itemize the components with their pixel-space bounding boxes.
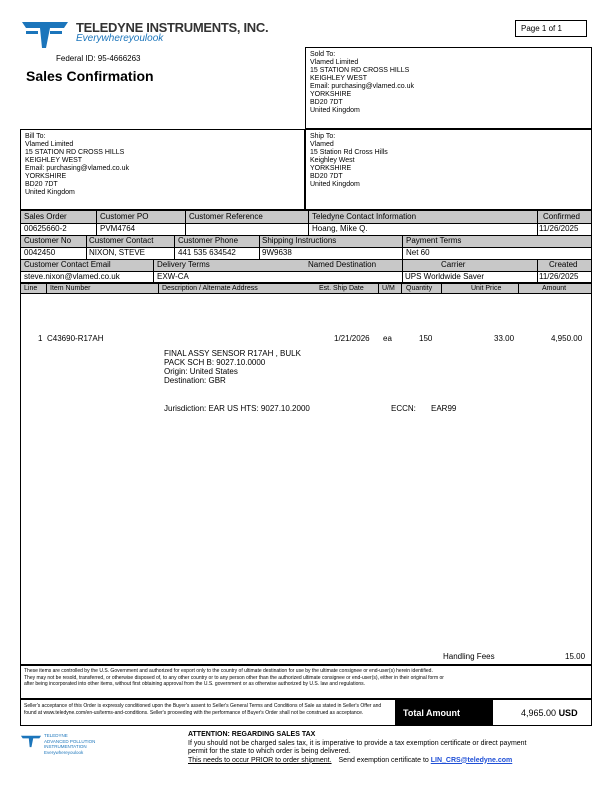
val-customer-po: PVM4764 (100, 224, 136, 233)
col-amount: Amount (542, 285, 567, 292)
item-desc-2: PACK SCH B: 9027.10.0000 (164, 358, 266, 367)
hdr-customer-phone: Customer Phone (178, 236, 239, 245)
val-customer-phone: 441 535 634542 (178, 248, 236, 257)
hdr-payment: Payment Terms (406, 236, 462, 245)
hdr-customer-no: Customer No (24, 236, 72, 245)
acceptance-box (20, 699, 592, 726)
total-amount: 4,965.00 (521, 708, 557, 718)
val-created: 11/26/2025 (539, 272, 579, 281)
ship-to-address: Vlamed 15 Station Rd Cross Hills Keighley West YORKSHIRE BD20 7DT United Kingdom (310, 141, 388, 188)
export-notice: These items are controlled by the U.S. Government and authorized for export only to the country of ultimate destination for use by the ultimate consignee or end-user(s) herein identified. They may not be resold, transferred, or otherwise disposed of, to any other country or to any person other than the authorized ultimate consignee or end-user(s), either in their original form or after being incorporated into other items, without first obtaining approval from the U.S. government or as otherwise authorized by U.S. law and regulations. (24, 668, 444, 687)
tax-line-2: permit for the state to which order is being delivered. (188, 748, 351, 755)
val-shipping: 9W9638 (262, 248, 292, 257)
item-ship-date: 1/21/2026 (334, 334, 370, 343)
val-customer-no: 0042450 (24, 248, 56, 257)
hdr-contact: Teledyne Contact Information (312, 212, 417, 221)
footer-logo (20, 732, 120, 772)
col-um: U/M (382, 285, 395, 292)
item-number: C43690-R17AH (47, 334, 104, 343)
val-carrier: UPS Worldwide Saver (405, 272, 484, 281)
sold-to-box (305, 47, 592, 129)
val-confirmed: 11/26/2025 (539, 224, 579, 233)
hdr-shipping: Shipping Instructions (262, 236, 337, 245)
val-email: steve.nixon@vlamed.co.uk (24, 272, 120, 281)
federal-id: Federal ID: 95-4666263 (56, 54, 141, 63)
total-label: Total Amount (403, 708, 460, 718)
ship-to-label: Ship To: (310, 133, 336, 140)
tax-email-link[interactable]: LIN_CRS@teledyne.com (430, 756, 513, 764)
company-name: TELEDYNE INSTRUMENTS, INC. (76, 20, 269, 35)
hdr-email: Customer Contact Email (24, 260, 111, 269)
handling-fees-label: Handling Fees (443, 652, 495, 661)
hdr-customer-ref: Customer Reference (189, 212, 263, 221)
total-value (521, 708, 578, 718)
sold-to-address: Vlamed Limited 15 STATION RD CROSS HILLS KEIGHLEY WEST Email: purchasing@vlamed.co.uk YORKSHIRE BD20 7DT United Kingdom (310, 59, 414, 114)
item-um: ea (383, 334, 392, 343)
hdr-created: Created (549, 260, 578, 269)
item-eccn-value: EAR99 (431, 404, 457, 413)
page-label: Page 1 of 1 (521, 24, 562, 33)
doc-title: Sales Confirmation (26, 68, 154, 84)
item-desc-4: Destination: GBR (164, 376, 226, 385)
teledyne-api-logo-icon (20, 734, 42, 748)
company-logo (20, 18, 70, 50)
col-ship-date: Est. Ship Date (319, 285, 364, 292)
item-eccn-label: ECCN: (391, 404, 416, 413)
item-desc-3: Origin: United States (164, 367, 238, 376)
item-qty: 150 (419, 334, 433, 343)
item-amount: 4,950.00 (551, 334, 583, 343)
val-payment: Net 60 (406, 248, 430, 257)
col-qty: Quantity (406, 285, 433, 292)
item-desc-1: FINAL ASSY SENSOR R17AH , BULK (164, 349, 301, 358)
ship-to-box (305, 129, 592, 210)
val-customer-contact: NIXON, STEVE (89, 248, 146, 257)
company-tagline: Everywhereyoulook (76, 33, 164, 44)
line-items-area (20, 283, 592, 665)
val-sales-order: 00625660-2 (24, 224, 67, 233)
sold-to-label: Sold To: (310, 51, 336, 58)
bill-to-address: Vlamed Limited 15 STATION RD CROSS HILLS KEIGHLEY WEST Email: purchasing@vlamed.co.uk YORKSHIRE BD20 7DT United Kingdom (25, 141, 129, 196)
teledyne-logo-icon (20, 18, 70, 50)
tax-line-3 (188, 757, 588, 766)
val-contact: Hoang, Mike Q. (312, 224, 368, 233)
item-jurisdiction: Jurisdiction: EAR US HTS: 9027.10.2000 (164, 404, 310, 413)
col-item: Item Number (50, 285, 91, 292)
acceptance-notice: Seller's acceptance of this Order is expressly conditioned upon the Buyer's assent to Seller's General Terms and Conditions of Sale as stated in Seller's Offer and found at www.teledyne.com/en-us/terms-and-conditions. Seller's proceeding with the performance of Buyer's Order shall not be construed as acceptance. (24, 703, 382, 716)
val-delivery: EXW-CA (157, 272, 189, 281)
footer-logo-text: TELEDYNE ADVANCED POLLUTION INSTRUMENTATION Everywhereyoulook (44, 733, 96, 755)
tax-line-1: If you should not be charged sales tax, it is imperative to provide a tax exemption certificate or direct payment (188, 739, 527, 747)
hdr-customer-contact: Customer Contact (89, 236, 154, 245)
export-notice-box (20, 665, 592, 699)
hdr-delivery: Delivery Terms (157, 260, 210, 269)
hdr-confirmed: Confirmed (543, 212, 580, 221)
hdr-sales-order: Sales Order (24, 212, 67, 221)
bill-to-box (20, 129, 305, 210)
col-line: Line (24, 285, 38, 292)
hdr-named-dest: Named Destination (308, 260, 377, 269)
tax-send-to: Send exemption certificate to (338, 756, 429, 764)
hdr-carrier: Carrier (441, 260, 466, 269)
item-unit-price: 33.00 (494, 334, 515, 343)
bill-to-label: Bill To: (25, 133, 46, 140)
total-currency: USD (558, 708, 578, 718)
total-label-box (395, 700, 493, 725)
tax-prior-notice: This needs to occur PRIOR to order shipment. (188, 756, 332, 764)
col-unit-price: Unit Price (471, 285, 502, 292)
item-line: 1 (38, 334, 43, 343)
col-desc: Description / Alternate Address (162, 285, 258, 292)
tax-title: ATTENTION: REGARDING SALES TAX (188, 731, 316, 738)
order-info-grid (20, 210, 592, 283)
line-items-header (21, 284, 591, 294)
handling-fees-value: 15.00 (565, 652, 586, 661)
page-indicator (515, 20, 587, 37)
tax-notice (188, 731, 588, 765)
hdr-customer-po: Customer PO (100, 212, 149, 221)
